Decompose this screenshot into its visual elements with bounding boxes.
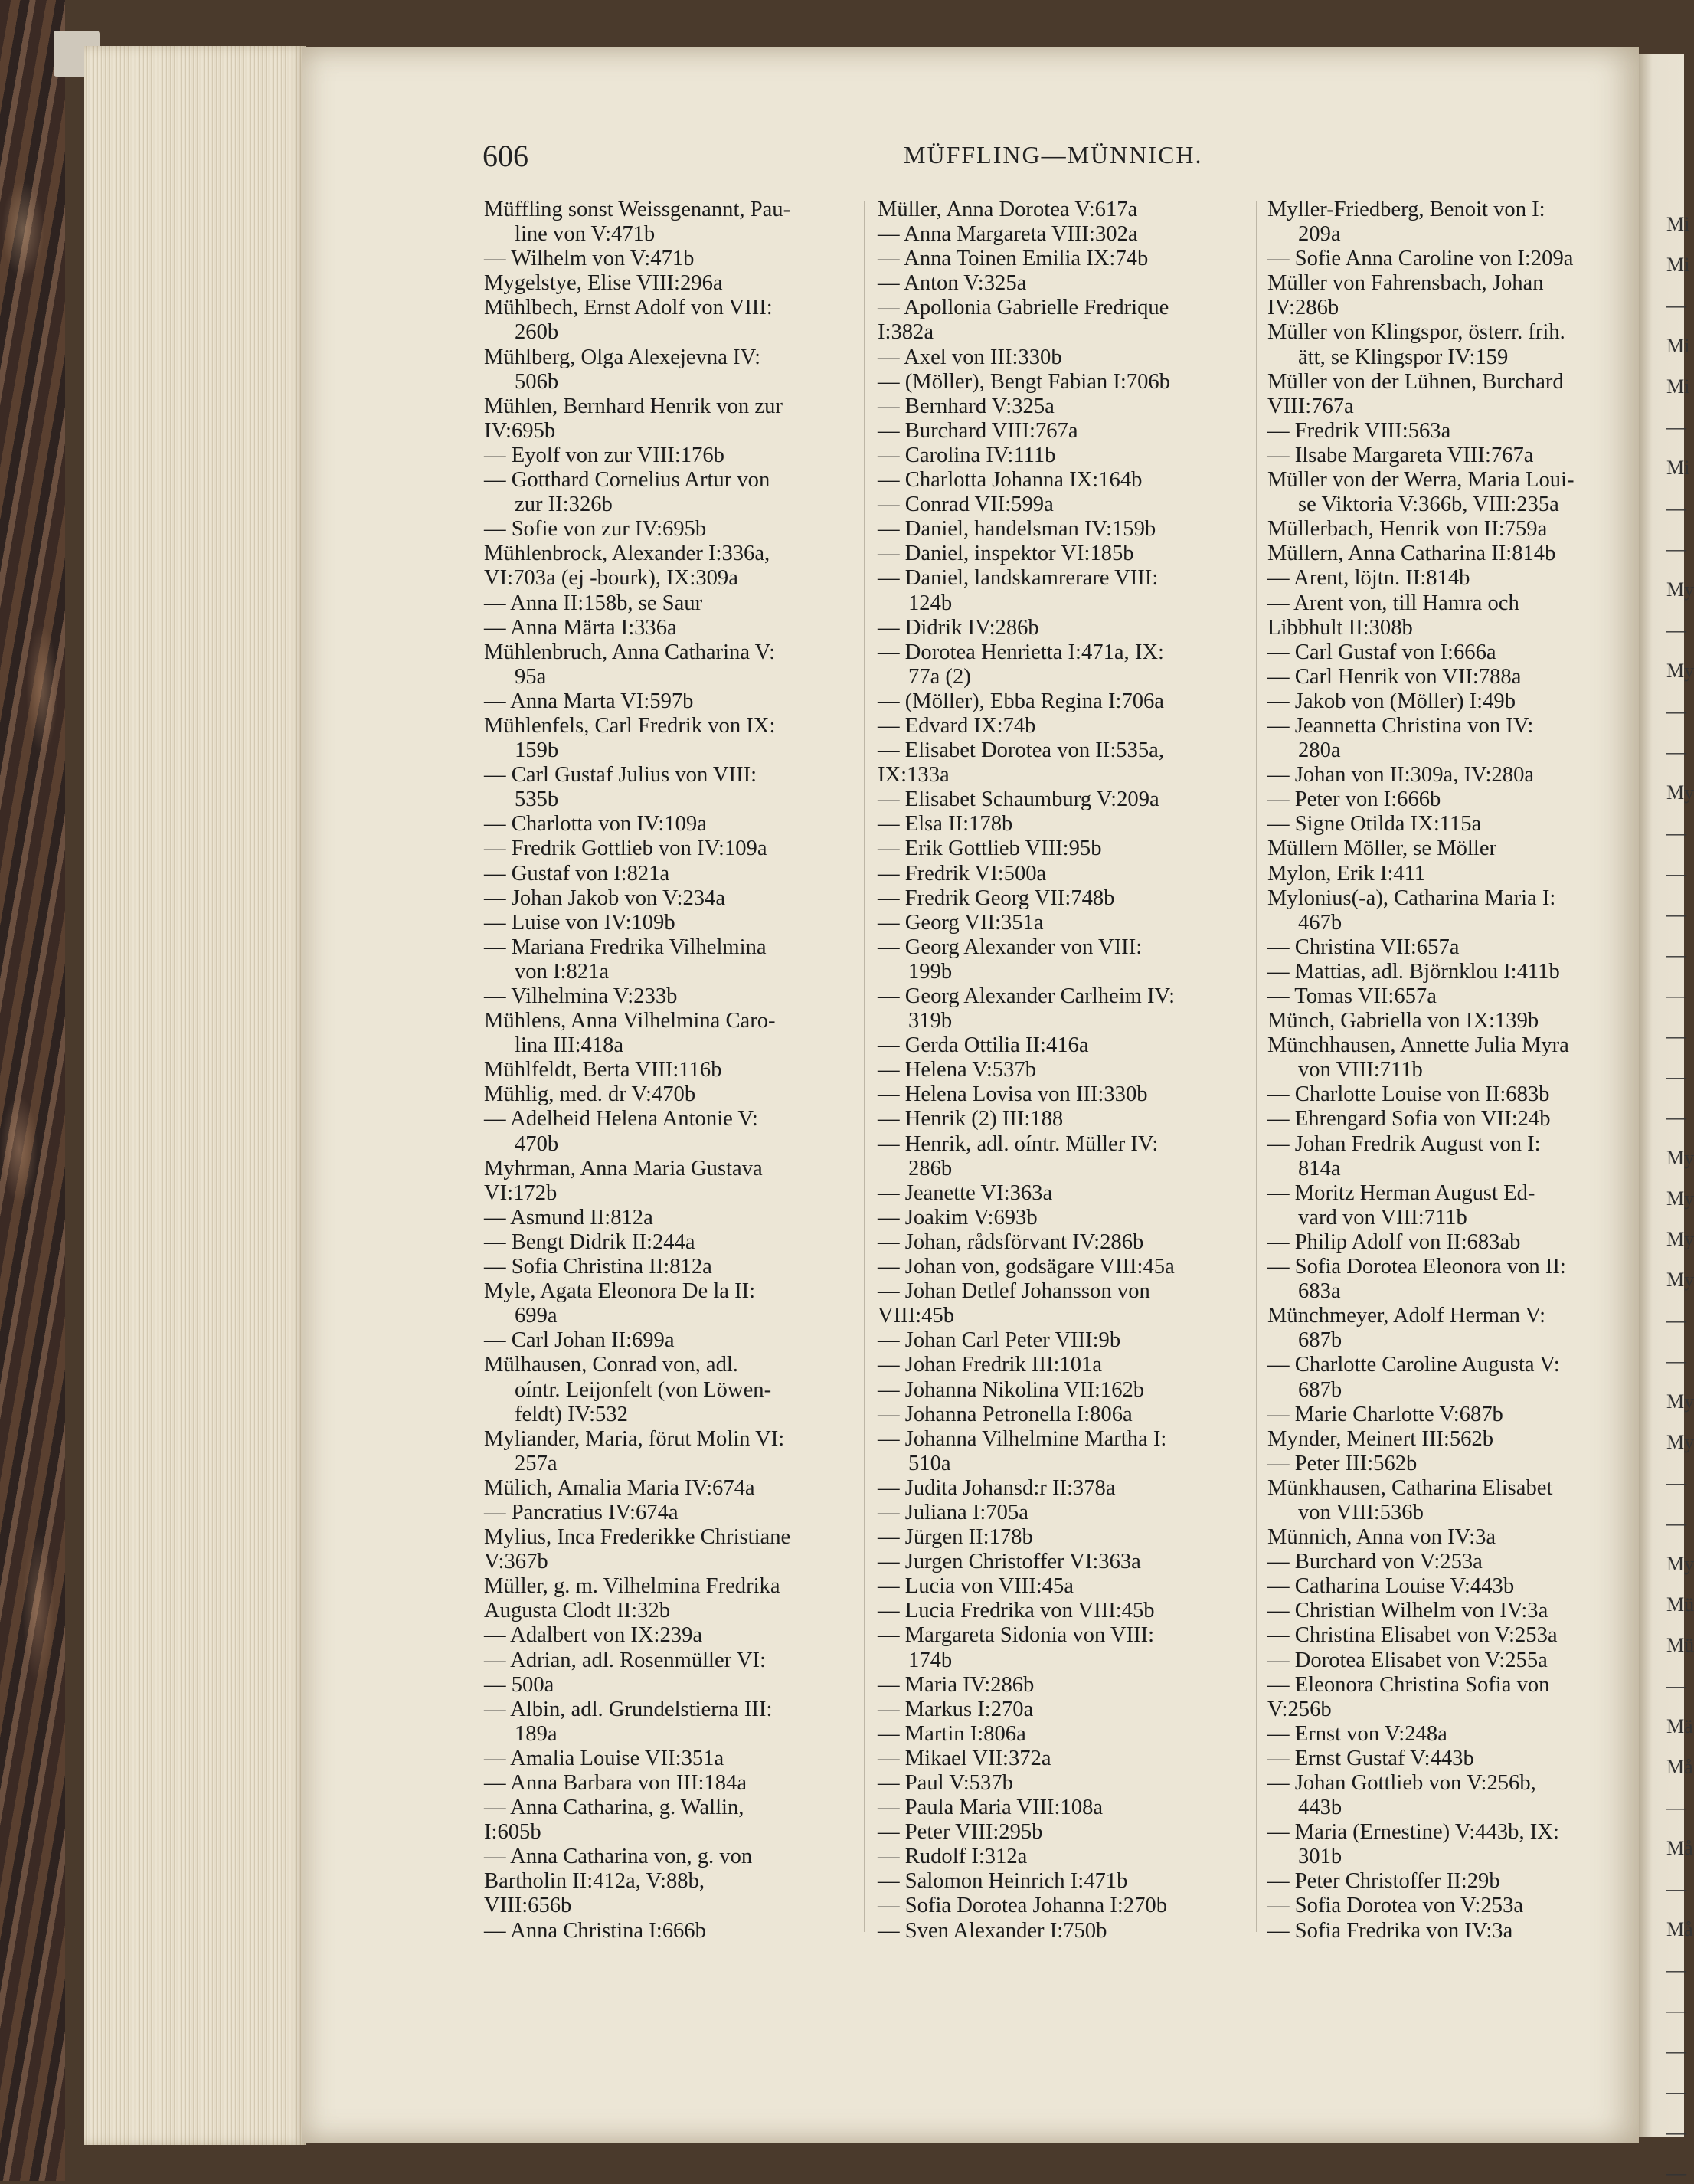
index-line: von I:821a <box>515 959 610 984</box>
index-line: — Anna Catharina, g. Wallin, <box>484 1796 744 1820</box>
index-line: — Elisabet Schaumburg V:209a <box>878 787 1159 812</box>
index-line: — Tomas VII:657a <box>1267 984 1437 1008</box>
index-line: — Mattias, adl. Björnklou I:411b <box>1267 959 1560 984</box>
index-line: — Johan Detlef Johansson von <box>878 1279 1150 1304</box>
index-line: — Asmund II:812a <box>484 1205 653 1230</box>
adjacent-page-fragment: — <box>1666 538 1686 560</box>
index-line: Myhrman, Anna Maria Gustava <box>484 1156 763 1180</box>
adjacent-page-fragment: — <box>1666 1025 1686 1047</box>
index-line: Müllern Möller, se Möller <box>1267 837 1497 861</box>
book-cover-marbled <box>0 0 65 2181</box>
adjacent-page-fragment: — <box>1666 1675 1686 1697</box>
adjacent-page-fragment: — <box>1666 944 1686 966</box>
index-line: ätt, se Klingspor IV:159 <box>1298 345 1509 369</box>
index-line: — Christina Elisabet von V:253a <box>1267 1623 1558 1648</box>
index-line: V:256b <box>1267 1697 1332 1721</box>
index-line: — Anton V:325a <box>878 271 1027 296</box>
index-line: — Juliana I:705a <box>878 1500 1028 1524</box>
index-line: 174b <box>908 1648 953 1672</box>
index-line: — Martin I:806a <box>878 1721 1026 1746</box>
index-line: — Charlotte Caroline Augusta V: <box>1267 1353 1560 1377</box>
index-line: — Sofia Christina II:812a <box>484 1255 712 1279</box>
index-line: Mülich, Amalia Maria IV:674a <box>484 1475 755 1500</box>
index-line: vard von VIII:711b <box>1298 1205 1467 1230</box>
index-line: Müller von Klingspor, österr. frih. <box>1267 320 1565 345</box>
index-line: — Carolina IV:111b <box>878 443 1056 467</box>
index-line: — Peter Christoffer II:29b <box>1267 1869 1500 1894</box>
index-line: — Bernhard V:325a <box>878 394 1055 418</box>
index-line: — Peter III:562b <box>1267 1451 1418 1475</box>
index-line: — Eleonora Christina Sofia von <box>1267 1672 1550 1697</box>
index-line: — Anna Toinen Emilia IX:74b <box>878 247 1149 271</box>
adjacent-page-fragment: — <box>1666 1999 1686 2022</box>
index-line: — Sofia Dorotea von V:253a <box>1267 1894 1524 1918</box>
index-line: — Johanna Vilhelmine Martha I: <box>878 1426 1167 1451</box>
page-edges <box>84 46 306 2145</box>
index-line: — Jakob von (Möller) I:49b <box>1267 689 1516 713</box>
index-line: — Charlotta Johanna IX:164b <box>878 468 1143 493</box>
index-line: 257a <box>515 1451 558 1475</box>
adjacent-page-fragment: — <box>1666 1472 1686 1494</box>
index-line: — Marie Charlotte V:687b <box>1267 1402 1503 1426</box>
index-line: — Jürgen II:178b <box>878 1525 1033 1550</box>
index-line: 687b <box>1298 1377 1342 1402</box>
index-line: — Pancratius IV:674a <box>484 1500 679 1524</box>
index-line: IX:133a <box>878 763 950 787</box>
index-line: — Carl Gustaf von I:666a <box>1267 640 1496 664</box>
index-line: 699a <box>515 1304 558 1328</box>
adjacent-page-fragment: — <box>1666 1309 1686 1331</box>
index-line: — Georg Alexander Carlheim IV: <box>878 984 1176 1008</box>
adjacent-page-fragment: — <box>1666 619 1686 641</box>
index-line: 506b <box>515 369 559 394</box>
index-line: — Axel von III:330b <box>878 345 1062 369</box>
index-line: 510a <box>908 1451 951 1475</box>
index-line: — Johan von, godsägare VIII:45a <box>878 1255 1175 1279</box>
adjacent-page-edge <box>1639 54 1694 2184</box>
adjacent-page-fragment: — <box>1666 1959 1686 1981</box>
index-line: — Gustaf von I:821a <box>484 861 670 886</box>
index-line: — Anna Marta VI:597b <box>484 689 694 713</box>
adjacent-page-fragment: — <box>1666 984 1686 1007</box>
index-line: — Helena V:537b <box>878 1058 1036 1082</box>
adjacent-page-fragment: Mi <box>1666 375 1690 398</box>
adjacent-page-fragment: — <box>1666 1878 1686 1900</box>
index-line: — Eyolf von zur VIII:176b <box>484 443 724 467</box>
index-line: Myle, Agata Eleonora De la II: <box>484 1279 756 1304</box>
index-line: von VIII:536b <box>1298 1500 1424 1524</box>
index-line: 301b <box>1298 1845 1342 1869</box>
index-line: — Joakim V:693b <box>878 1205 1038 1230</box>
index-line: VIII:767a <box>1267 394 1354 418</box>
index-line: Müller, g. m. Vilhelmina Fredrika <box>484 1574 780 1599</box>
index-line: — Dorotea Elisabet von V:255a <box>1267 1648 1548 1672</box>
adjacent-page-fragment: My <box>1666 781 1694 804</box>
index-line: Mühlenfels, Carl Fredrik von IX: <box>484 713 776 738</box>
adjacent-page-fragment: Mä <box>1666 1715 1693 1737</box>
adjacent-page-fragment: — <box>1666 1512 1686 1534</box>
index-line: — Mikael VII:372a <box>878 1746 1051 1770</box>
index-line: I:382a <box>878 320 934 345</box>
index-line: oíntr. Leijonfelt (von Löwen- <box>515 1377 772 1402</box>
adjacent-page-fragment: Må <box>1666 1837 1693 1859</box>
index-line: Myliander, Maria, förut Molin VI: <box>484 1426 785 1451</box>
index-line: — Salomon Heinrich I:471b <box>878 1869 1128 1894</box>
index-line: 286b <box>908 1156 953 1180</box>
index-line: — Judita Johansd:r II:378a <box>878 1475 1116 1500</box>
index-line: — Johan Carl Peter VIII:9b <box>878 1328 1121 1353</box>
index-line: VI:703a (ej -bourk), IX:309a <box>484 566 738 591</box>
adjacent-page-fragment: Må <box>1666 1756 1693 1778</box>
index-line: — Jeannetta Christina von IV: <box>1267 713 1534 738</box>
index-line: zur II:326b <box>515 493 613 517</box>
index-line: von VIII:711b <box>1298 1058 1423 1082</box>
index-line: — Elisabet Dorotea von II:535a, <box>878 738 1164 763</box>
adjacent-page-fragment: My <box>1666 1147 1694 1169</box>
adjacent-page-fragment: Mü <box>1666 1593 1694 1616</box>
index-line: Mygelstye, Elise VIII:296a <box>484 271 723 296</box>
adjacent-page-fragment: — <box>1666 903 1686 925</box>
index-line: 77a (2) <box>908 664 971 689</box>
index-line: — Lucia von VIII:45a <box>878 1574 1074 1599</box>
index-line: 814a <box>1298 1156 1341 1180</box>
index-line: 535b <box>515 787 559 812</box>
index-line: — Philip Adolf von II:683ab <box>1267 1230 1521 1254</box>
index-line: — Vilhelmina V:233b <box>484 984 678 1008</box>
index-line: 683a <box>1298 1279 1341 1304</box>
index-line: — Johan Fredrik August von I: <box>1267 1131 1541 1156</box>
index-line: — Burchard von V:253a <box>1267 1550 1483 1574</box>
index-line: — (Möller), Bengt Fabian I:706b <box>878 369 1170 394</box>
index-line: — Carl Henrik von VII:788a <box>1267 664 1522 689</box>
index-line: — Johan Jakob von V:234a <box>484 886 726 910</box>
index-line: — Elsa II:178b <box>878 812 1013 837</box>
index-line: — Carl Johan II:699a <box>484 1328 675 1353</box>
adjacent-page-fragment: — <box>1666 700 1686 722</box>
index-line: — Ernst von V:248a <box>1267 1721 1447 1746</box>
adjacent-page-fragment: My <box>1666 660 1694 682</box>
index-line: — Catharina Louise V:443b <box>1267 1574 1515 1599</box>
index-line: V:367b <box>484 1550 548 1574</box>
index-line: — Sofia Dorotea Eleonora von II: <box>1267 1255 1566 1279</box>
index-line: — Sofie Anna Caroline von I:209a <box>1267 247 1574 271</box>
index-line: VI:172b <box>484 1180 558 1205</box>
index-line: Müller von der Lühnen, Burchard <box>1267 369 1564 394</box>
index-column-2 <box>878 198 1248 1943</box>
column-rule <box>864 201 865 1932</box>
index-line: — Johan von II:309a, IV:280a <box>1267 763 1535 787</box>
index-line: — Daniel, landskamrerare VIII: <box>878 566 1159 591</box>
adjacent-page-fragment: Mi <box>1666 213 1690 235</box>
index-line: — Bengt Didrik II:244a <box>484 1230 695 1254</box>
index-line: — Sofie von zur IV:695b <box>484 517 707 542</box>
index-line: — Helena Lovisa von III:330b <box>878 1082 1148 1107</box>
index-line: I:605b <box>484 1820 541 1845</box>
index-line: — Sven Alexander I:750b <box>878 1918 1107 1943</box>
index-line: — Henrik (2) III:188 <box>878 1107 1064 1131</box>
index-line: Mühlfeldt, Berta VIII:116b <box>484 1058 722 1082</box>
adjacent-page-fragment: My <box>1666 1390 1694 1413</box>
index-line: Mylon, Erik I:411 <box>1267 861 1426 886</box>
index-line: Müller von der Werra, Maria Loui- <box>1267 468 1575 493</box>
adjacent-page-fragment: — <box>1666 2121 1686 2143</box>
index-line: 470b <box>515 1131 559 1156</box>
index-line: — Anna Catharina von, g. von <box>484 1845 753 1869</box>
index-line: 95a <box>515 664 547 689</box>
adjacent-page-fragment: — <box>1666 497 1686 519</box>
adjacent-page-fragment: — <box>1666 863 1686 885</box>
index-line: — Carl Gustaf Julius von VIII: <box>484 763 757 787</box>
index-line: 319b <box>908 1009 953 1033</box>
index-line: Münch, Gabriella von IX:139b <box>1267 1009 1539 1033</box>
index-line: Mülhausen, Conrad von, adl. <box>484 1353 738 1377</box>
index-line: — Moritz Herman August Ed- <box>1267 1180 1535 1205</box>
index-line: Müllern, Anna Catharina II:814b <box>1267 542 1556 566</box>
index-line: — Luise von IV:109b <box>484 910 675 935</box>
adjacent-page-fragment: My <box>1666 1553 1694 1575</box>
index-line: — Adelheid Helena Antonie V: <box>484 1107 758 1131</box>
index-line: Mühlen, Bernhard Henrik von zur <box>484 394 783 418</box>
index-line: — Christina VII:657a <box>1267 935 1460 959</box>
index-line: Münchhausen, Annette Julia Myra <box>1267 1033 1569 1058</box>
index-line: — Jurgen Christoffer VI:363a <box>878 1550 1141 1574</box>
adjacent-page-fragment: Mi <box>1666 335 1690 357</box>
index-line: — Didrik IV:286b <box>878 615 1039 640</box>
adjacent-page-fragment: — <box>1666 822 1686 844</box>
index-line: — Burchard VIII:767a <box>878 418 1078 443</box>
adjacent-page-fragment: Mi <box>1666 457 1690 479</box>
index-line: — Sofia Dorotea Johanna I:270b <box>878 1894 1167 1918</box>
adjacent-page-fragment: — <box>1666 2081 1686 2103</box>
index-line: — Fredrik VI:500a <box>878 861 1047 886</box>
index-line: 189a <box>515 1721 558 1746</box>
adjacent-page-fragment: Mü <box>1666 1634 1694 1656</box>
index-line: — Ernst Gustaf V:443b <box>1267 1746 1474 1770</box>
index-line: — Signe Otilda IX:115a <box>1267 812 1482 837</box>
index-line: — Arent, löjtn. II:814b <box>1267 566 1470 591</box>
index-line: — Lucia Fredrika von VIII:45b <box>878 1599 1155 1623</box>
index-line: line von V:471b <box>515 222 656 247</box>
index-line: — Albin, adl. Grundelstierna III: <box>484 1697 773 1721</box>
index-line: — Conrad VII:599a <box>878 493 1054 517</box>
index-line: — 500a <box>484 1672 554 1697</box>
index-line: Müffling sonst Weissgenannt, Pau- <box>484 198 791 221</box>
index-line: — Rudolf I:312a <box>878 1845 1028 1869</box>
index-line: — Fredrik Gottlieb von IV:109a <box>484 837 767 861</box>
index-line: se Viktoria V:366b, VIII:235a <box>1298 493 1559 517</box>
index-line: Mühlberg, Olga Alexejevna IV: <box>484 345 761 369</box>
adjacent-page-fragment: — <box>1666 1350 1686 1372</box>
index-line: Libbhult II:308b <box>1267 615 1413 640</box>
page-number: 606 <box>482 139 528 173</box>
adjacent-page-fragment: My <box>1666 1187 1694 1210</box>
adjacent-page-fragment: — <box>1666 1106 1686 1128</box>
index-line: Mühlenbrock, Alexander I:336a, <box>484 542 770 566</box>
index-line: — Gerda Ottilia II:416a <box>878 1033 1089 1058</box>
index-line: 687b <box>1298 1328 1342 1353</box>
index-line: — Johan Gottlieb von V:256b, <box>1267 1771 1536 1795</box>
index-line: lina III:418a <box>515 1033 624 1058</box>
index-line: — Apollonia Gabrielle Fredrique <box>878 296 1169 320</box>
index-line: Bartholin II:412a, V:88b, <box>484 1869 705 1894</box>
index-line: — Maria (Ernestine) V:443b, IX: <box>1267 1820 1559 1845</box>
adjacent-page-fragment: My <box>1666 578 1694 601</box>
index-line: — Ehrengard Sofia von VII:24b <box>1267 1107 1551 1131</box>
adjacent-page-fragment: — <box>1666 1066 1686 1088</box>
index-line: — Georg Alexander von VIII: <box>878 935 1143 959</box>
index-line: — Mariana Fredrika Vilhelmina <box>484 935 767 959</box>
index-line: — Johan Fredrik III:101a <box>878 1353 1103 1377</box>
index-line: — Sofia Fredrika von IV:3a <box>1267 1918 1513 1943</box>
index-line: Augusta Clodt II:32b <box>484 1599 671 1623</box>
index-line: 280a <box>1298 738 1341 763</box>
index-line: Mühlig, med. dr V:470b <box>484 1082 696 1107</box>
index-line: 260b <box>515 320 559 345</box>
index-line: 199b <box>908 959 953 984</box>
index-line: — Arent von, till Hamra och <box>1267 591 1519 615</box>
index-line: feldt) IV:532 <box>515 1402 628 1426</box>
index-line: — Daniel, inspektor VI:185b <box>878 542 1134 566</box>
index-line: Mühlens, Anna Vilhelmina Caro- <box>484 1009 776 1033</box>
index-line: Müller von Fahrensbach, Johan <box>1267 271 1544 296</box>
index-line: Mylius, Inca Frederikke Christiane <box>484 1525 791 1550</box>
index-line: — Adalbert von IX:239a <box>484 1623 703 1648</box>
index-line: Müllerbach, Henrik von II:759a <box>1267 517 1548 542</box>
index-line: — Gotthard Cornelius Artur von <box>484 468 770 493</box>
index-line: — Jeanette VI:363a <box>878 1180 1053 1205</box>
index-line: Müller, Anna Dorotea V:617a <box>878 198 1138 221</box>
index-line: — Paul V:537b <box>878 1771 1013 1795</box>
index-line: — Edvard IX:74b <box>878 713 1036 738</box>
running-head: MÜFFLING—MÜNNICH. <box>904 141 1203 169</box>
index-line: — Amalia Louise VII:351a <box>484 1746 724 1770</box>
adjacent-page-fragment: — <box>1666 2040 1686 2062</box>
index-line: Münnich, Anna von IV:3a <box>1267 1525 1496 1550</box>
adjacent-page-fragment: My <box>1666 1431 1694 1453</box>
column-rule <box>1256 201 1257 1932</box>
index-line: Myller-Friedberg, Benoit von I: <box>1267 198 1545 221</box>
index-line: — Christian Wilhelm von IV:3a <box>1267 1599 1548 1623</box>
index-line: Mühlbech, Ernst Adolf von VIII: <box>484 296 773 320</box>
index-line: VIII:45b <box>878 1304 955 1328</box>
index-line: Mylonius(-a), Catharina Maria I: <box>1267 886 1556 910</box>
adjacent-page-fragment: — <box>1666 416 1686 438</box>
index-line: IV:695b <box>484 418 556 443</box>
index-line: IV:286b <box>1267 296 1339 320</box>
adjacent-page-fragment: — <box>1666 1796 1686 1819</box>
index-line: — Ilsabe Margareta VIII:767a <box>1267 443 1534 467</box>
index-line: Münchmeyer, Adolf Herman V: <box>1267 1304 1546 1328</box>
adjacent-page-fragment: — <box>1666 741 1686 763</box>
index-line: — Paula Maria VIII:108a <box>878 1796 1104 1820</box>
index-line: — Fredrik Georg VII:748b <box>878 886 1115 910</box>
index-line: Mynder, Meinert III:562b <box>1267 1426 1494 1451</box>
index-line: — Fredrik VIII:563a <box>1267 418 1451 443</box>
index-line: — Maria IV:286b <box>878 1672 1035 1697</box>
index-column-3 <box>1267 198 1614 1943</box>
index-line: — Charlotte Louise von II:683b <box>1267 1082 1550 1107</box>
index-line: — Wilhelm von V:471b <box>484 247 695 271</box>
index-line: — Dorotea Henrietta I:471a, IX: <box>878 640 1164 664</box>
index-line: — Erik Gottlieb VIII:95b <box>878 837 1102 861</box>
index-line: 443b <box>1298 1796 1342 1820</box>
adjacent-page-fragment: — <box>1666 294 1686 316</box>
adjacent-page-fragment: Mi <box>1666 254 1690 276</box>
index-line: 467b <box>1298 910 1342 935</box>
index-line: Mühlenbruch, Anna Catharina V: <box>484 640 776 664</box>
index-line: — (Möller), Ebba Regina I:706a <box>878 689 1164 713</box>
index-line: — Georg VII:351a <box>878 910 1044 935</box>
index-line: — Adrian, adl. Rosenmüller VI: <box>484 1648 766 1672</box>
index-line: 124b <box>908 591 953 615</box>
index-line: — Daniel, handelsman IV:159b <box>878 517 1156 542</box>
index-line: 159b <box>515 738 559 763</box>
index-line: — Anna Christina I:666b <box>484 1918 706 1943</box>
adjacent-page-fragment: My <box>1666 1228 1694 1250</box>
index-line: — Margareta Sidonia von VIII: <box>878 1623 1155 1648</box>
index-line: — Markus I:270a <box>878 1697 1034 1721</box>
index-line: 209a <box>1298 222 1341 247</box>
index-line: — Henrik, adl. oíntr. Müller IV: <box>878 1131 1159 1156</box>
index-line: — Anna Märta I:336a <box>484 615 677 640</box>
index-line: Münkhausen, Catharina Elisabet <box>1267 1475 1553 1500</box>
index-line: — Anna Margareta VIII:302a <box>878 222 1138 247</box>
index-line: — Charlotta von IV:109a <box>484 812 707 837</box>
index-line: — Anna II:158b, se Saur <box>484 591 703 615</box>
index-line: — Johanna Nikolina VII:162b <box>878 1377 1145 1402</box>
adjacent-page-fragment: My <box>1666 1269 1694 1291</box>
index-line: — Johan, rådsförvant IV:286b <box>878 1230 1144 1254</box>
index-column-1 <box>484 198 853 1943</box>
index-line: — Peter VIII:295b <box>878 1820 1043 1845</box>
adjacent-page-fragment: — <box>1666 2162 1686 2184</box>
index-line: — Peter von I:666b <box>1267 787 1441 812</box>
adjacent-page-fragment: Må <box>1666 1918 1693 1940</box>
index-line: VIII:656b <box>484 1894 572 1918</box>
index-line: — Anna Barbara von III:184a <box>484 1771 747 1795</box>
index-line: — Johanna Petronella I:806a <box>878 1402 1133 1426</box>
